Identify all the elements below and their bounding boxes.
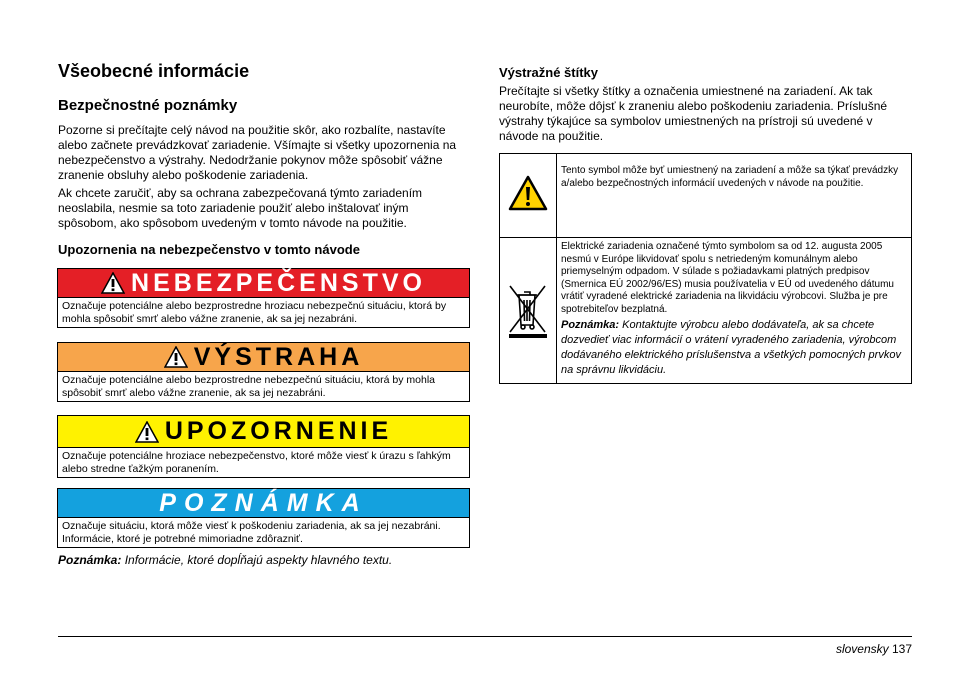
footer-language: slovensky (835, 642, 889, 656)
notice-box (57, 488, 470, 548)
caution-label: UPOZORNENIE (164, 417, 393, 445)
danger-label: NEBEZPEČENSTVO (131, 268, 426, 297)
danger-box (57, 268, 470, 328)
warning-label: VÝSTRAHA (193, 342, 364, 371)
caution-description: Označuje potenciálne hroziace nebezpečenstvo, ktoré môže viesť k úrazu s ľahkým alebo stredne ťažkým poranením. (57, 448, 470, 478)
footer (836, 642, 912, 656)
caution-box (57, 415, 470, 478)
icon-cell (500, 154, 557, 238)
labels-heading: Výstražné štítky (499, 65, 598, 80)
safety-paragraph-1: Pozorne si prečítajte celý návod na použitie skôr, ako rozbalíte, nastavíte alebo začnete prevádzkovať zariadenie. Všímajte si všetky upozornenia na nebezpečenstvo a výstrahy. Nedodržanie pokynov môže spôsobiť vážne zranenie obsluhy alebo poškodenie zariadenia. (58, 123, 457, 182)
warning-triangle-icon (135, 421, 159, 443)
labels-table (499, 153, 912, 384)
warning-bar (57, 342, 470, 372)
weee-note-label: Poznámka: (561, 319, 620, 331)
hazard-heading: Upozornenia na nebezpečenstvo v tomto návode (58, 242, 360, 257)
weee-text-cell (557, 238, 912, 384)
notice-label: POZNÁMKA (159, 488, 368, 517)
caution-bar (57, 415, 470, 448)
page-number: 137 (891, 642, 912, 656)
warning-triangle-icon (101, 272, 125, 294)
safety-paragraph-2: Ak chcete zaručiť, aby sa ochrana zabezpečovaná týmto zariadením neoslabila, nesmie sa toto zariadenie použiť alebo inštalovať iným spôsobom, ako spôsobom uvedeným v tomto návode na použitie. (58, 186, 423, 230)
note-text: Informácie, ktoré dopĺňajú aspekty hlavného textu. (121, 553, 393, 567)
crossed-out-bin-icon (505, 277, 551, 339)
note (58, 553, 392, 567)
icon-cell (500, 238, 557, 384)
danger-description: Označuje potenciálne alebo bezprostredne hroziacu nebezpečnú situáciu, ktorá by mohla spôsobiť smrť alebo vážne zranenie, ak sa jej nezabráni. (57, 298, 470, 328)
note-label: Poznámka: (58, 553, 122, 567)
weee-text: Elektrické zariadenia označené týmto symbolom sa od 12. augusta 2005 nesmú v Európe likvidovať spolu s netriedeným komunálnym alebo priemyselným odpadom. V súlade s požiadavkami platných predpisov (Smernica EÚ 2002/96/ES) musia používatelia v EÚ od uvedeného dátumu vrátiť vyradené elektrické zariadenia na likvidáciu výrobcovi. Služba je pre spotrebiteľov bezplatná. (561, 241, 894, 315)
footer-divider (58, 636, 912, 637)
weee-note-text: Kontaktujte výrobcu alebo dodávateľa, ak sa chcete dozvedieť viac informácií o vrátení vyradeného zariadenia, výrobcom dodávaného elektrického príslušenstva a všetkých pomocných prvkov na správnu likvidáciu. (561, 319, 901, 376)
warning-description: Označuje potenciálne alebo bezprostredne nebezpečnú situáciu, ktorá by mohla spôsobiť smrť alebo vážne zranenie, ak sa jej nezabráni. (57, 372, 470, 402)
warning-triangle-icon (508, 175, 548, 211)
warning-symbol-text: Tento symbol môže byť umiestnený na zariadení a môže sa týkať prevádzky a/alebo bezpečnostných informácií uvedených v návode na použitie. (557, 154, 912, 238)
table-row (500, 238, 912, 384)
labels-paragraph: Prečítajte si všetky štítky a označenia umiestnené na zariadení. Ak tak neurobíte, môže dôjsť k zraneniu alebo poškodeniu zariadenia. Príslušné výstrahy týkajúce sa symbolov umiestnených na prístroji sú uvedené v návode na použitie. (499, 84, 888, 143)
safety-heading: Bezpečnostné poznámky (58, 97, 238, 114)
warning-triangle-icon (164, 346, 188, 368)
notice-description: Označuje situáciu, ktorá môže viesť k poškodeniu zariadenia, ak sa jej nezabráni. Informácie, ktoré je potrebné mimoriadne zdôrazniť. (57, 518, 470, 548)
danger-bar (57, 268, 470, 298)
notice-bar (57, 488, 470, 518)
warning-box (57, 342, 470, 402)
table-row (500, 154, 912, 238)
page-title: Všeobecné informácie (58, 61, 250, 81)
weee-note (561, 318, 907, 378)
